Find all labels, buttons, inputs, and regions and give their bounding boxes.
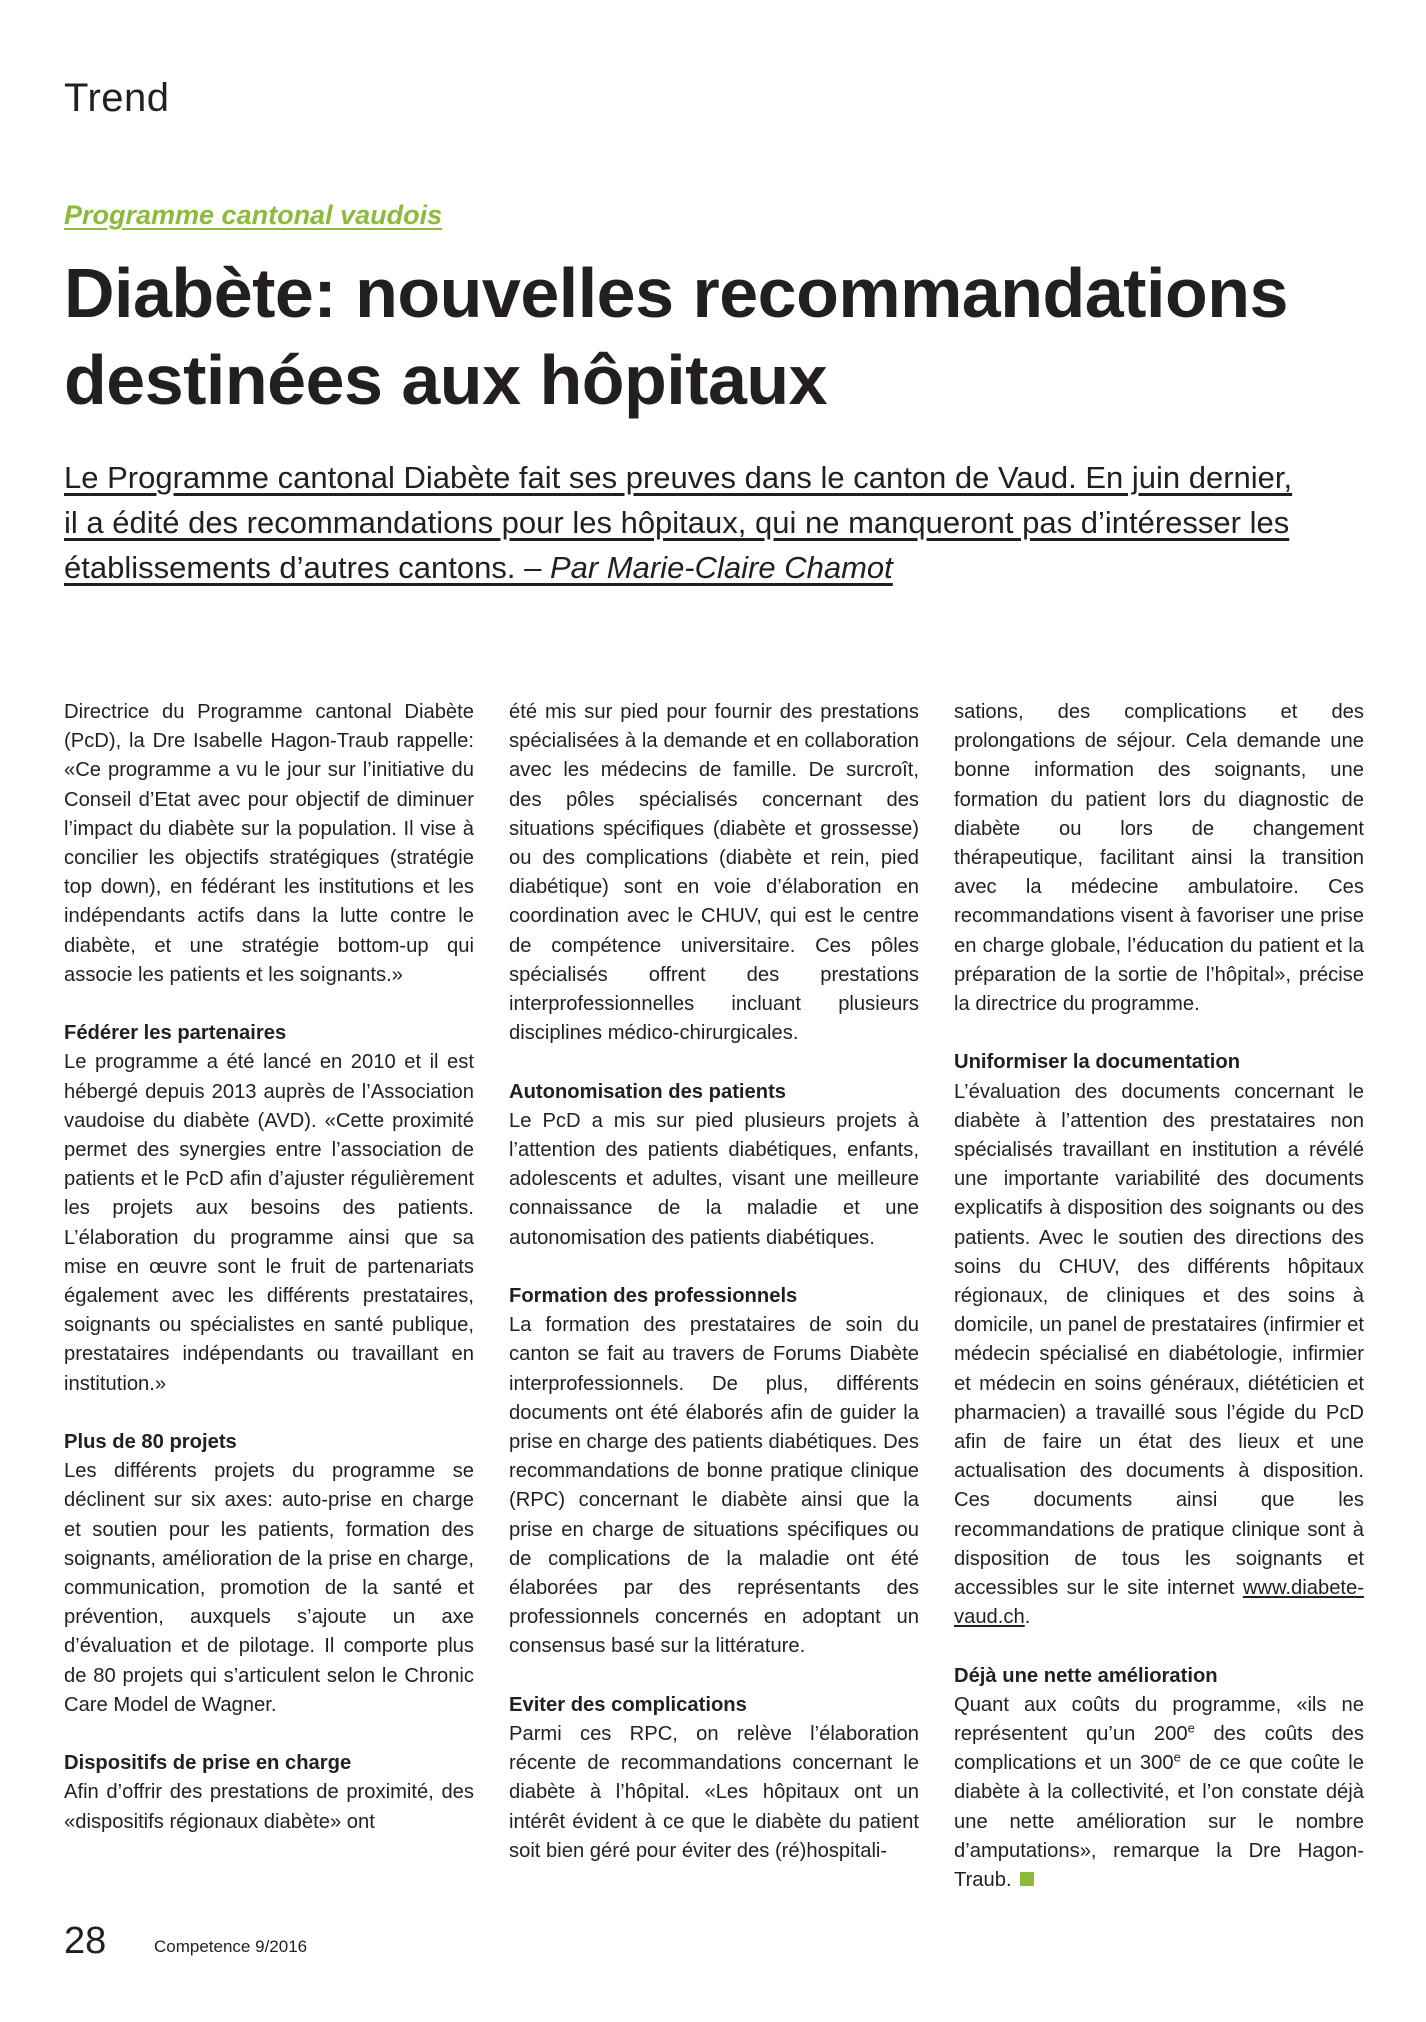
- subheading-uniformiser: Uniformiser la documentation: [954, 1051, 1241, 1074]
- amelioration-text: de ce que coûte le diabète à la collectivité, et l’on constate déjà une nette amélioration sur le nombre d’amputations», remarque la Dre Hagon-Traub.: [954, 1752, 1364, 1892]
- paragraph-continued: sations, des complications et des prolongations de séjour. Cela demande une bonne information des soignants, une formation du patient lors du diagnostic de diabète ou lors de changement thérapeutique, facilitant ainsi la transition avec la médecine ambulatoire. Ces recommandations visent à favoriser une prise en charge globale, l’éducation du patient et la préparation de la sortie de l’hôpital», précise la directrice du programme.: [954, 701, 1364, 1016]
- amelioration-text: Quant aux coûts du programme, «ils ne représentent qu’un 200: [954, 1693, 1364, 1746]
- amelioration-text: des coûts des complications et un 300: [954, 1723, 1364, 1775]
- subheading-eviter: Eviter des complications: [509, 1693, 747, 1716]
- subheading-federer: Fédérer les partenaires: [64, 1022, 287, 1045]
- headline: Diabète: nouvelles recommandations destinées aux hôpitaux: [64, 254, 1288, 419]
- paragraph-autonomisation: Le PcD a mis sur pied plusieurs projets à l’attention des patients diabétiques, enfants, adolescents et adultes, visant une meilleure connaissance de la maladie et une autonomisation des patients diabétiques.: [509, 1109, 919, 1249]
- article-column-3: [954, 698, 1364, 1895]
- paragraph-continued: été mis sur pied pour fournir des prestations spécialisées à la demande et en collaboration avec les médecins de famille. De surcroît, des pôles spécialisés concernant des situations spécifiques (diabète et grossesse) ou des complications (diabète et rein, pied diabétique) sont en voie d’élaboration en coordination avec le CHUV, qui est le centre de compétence universitaire. Ces pôles spécialisés offrent des prestations interprofessionnelles incluant plusieurs disciplines médico-chirurgicales.: [509, 701, 919, 1045]
- kicker: Programme cantonal vaudois: [64, 200, 443, 230]
- ordinal-superscript: e: [1187, 1720, 1195, 1736]
- lead-line: il a édité des recommandations pour les hôpitaux, qui ne manqueront pas d’intéresser les: [64, 505, 1290, 540]
- paragraph-dispositifs: Afin d’offrir des prestations de proximité, des «dispositifs régionaux diabète» ont: [64, 1781, 474, 1833]
- paragraph-eviter: Parmi ces RPC, on relève l’élaboration récente de recommandations concernant le diabète à l’hôpital. «Les hôpitaux ont un intérêt évident à ce que le diabète du patient soit bien géré pour éviter des (ré)hospitali-: [509, 1723, 919, 1862]
- paragraph-formation: La formation des prestataires de soin du canton se fait au travers de Forums Diabète interprofessionnels. De plus, différents documents ont été élaborés afin de guider la prise en charge des patients diabétiques. Des recommandations de bonne pratique clinique (RPC) concernant le diabète ainsi que la prise en charge de situations spécifiques ou de complications de la maladie ont été élaborées par des représentants des professionnels concernés en adoptant un consensus basé sur la littérature.: [509, 1314, 919, 1658]
- paragraph-intro: Directrice du Programme cantonal Diabète (PcD), la Dre Isabelle Hagon-Traub rappelle: «Ce programme a vu le jour sur l’initiative du Conseil d’Etat avec pour objectif de diminuer l’impact du diabète sur la population. Il vise à concilier les objectifs stratégiques (stratégie top down), en fédérant les institutions et les indépendants actifs dans la lutte contre le diabète, et une stratégie bottom-up qui associe les patients et les soignants.»: [64, 701, 474, 986]
- subheading-autonomisation: Autonomisation des patients: [509, 1080, 787, 1103]
- paragraph-uniformiser: [954, 1078, 1364, 1633]
- author-byline: Par Marie-Claire Chamot: [549, 550, 893, 585]
- section-label: Trend: [64, 76, 170, 120]
- paragraph-projets: Les différents projets du programme se déclinent sur six axes: auto-prise en charge et soutien pour les patients, formation des soignants, amélioration de la prise en charge, communication, promotion de la santé et prévention, auxquels s’ajoute un axe d’évaluation et de pilotage. Il comporte plus de 80 projets qui s’articulent selon le Chronic Care Model de Wagner.: [64, 1460, 474, 1716]
- ordinal-superscript: e: [1173, 1749, 1181, 1765]
- end-of-article-square-icon: [1020, 1872, 1034, 1886]
- subheading-formation: Formation des professionnels: [509, 1285, 798, 1308]
- website-link[interactable]: www.diabete-vaud.ch: [954, 1577, 1364, 1629]
- article-column-1: [64, 698, 474, 1837]
- subheading-projets: Plus de 80 projets: [64, 1431, 237, 1454]
- lead-line: Le Programme cantonal Diabète fait ses preuves dans le canton de Vaud. En juin dernier,: [64, 460, 1293, 495]
- lead-line-text: établissements d’autres cantons. –: [64, 550, 550, 585]
- link-punctuation: .: [1024, 1606, 1031, 1629]
- subheading-amelioration: Déjà une nette amélioration: [954, 1664, 1218, 1687]
- article-column-2: [509, 698, 919, 1866]
- lead-paragraph: [64, 455, 1374, 590]
- lead-line: [64, 545, 1374, 590]
- paragraph-amelioration: [954, 1691, 1364, 1895]
- paragraph-uniformiser-text: L’évaluation des documents concernant le diabète à l’attention des prestataires non spécialisés travaillant en institution a révélé une importante variabilité des documents explicatifs à disposition des soignants ou des patients. Avec le soutien des directions des soins du CHUV, des différents hôpitaux régionaux, de cliniques et des soins à domicile, un panel de prestataires (infirmier et médecin spécialisé en diabétologie, infirmier et médecin en soins généraux, diététicien et pharmacien) a travaillé sous l’égide du PcD afin de faire un état des lieux et une actualisation des documents à disposition. Ces documents ainsi que les recommandations de pratique clinique sont à disposition de tous les soignants et accessibles sur le site internet: [954, 1080, 1364, 1600]
- subheading-dispositifs: Dispositifs de prise en charge: [64, 1752, 352, 1775]
- page-number: 28: [64, 1920, 107, 1962]
- publication-info: Competence 9/2016: [154, 1937, 308, 1956]
- paragraph-federer: Le programme a été lancé en 2010 et il est hébergé depuis 2013 auprès de l’Association vaudoise du diabète (AVD). «Cette proximité permet des synergies entre l’association de patients et le PcD afin d’ajuster régulièrement les projets aux besoins des patients. L’élaboration du programme ainsi que sa mise en œuvre sont le fruit de partenariats également avec les différents prestataires, soignants ou spécialistes en santé publique, prestataires indépendants ou travaillant en institution.»: [64, 1051, 474, 1395]
